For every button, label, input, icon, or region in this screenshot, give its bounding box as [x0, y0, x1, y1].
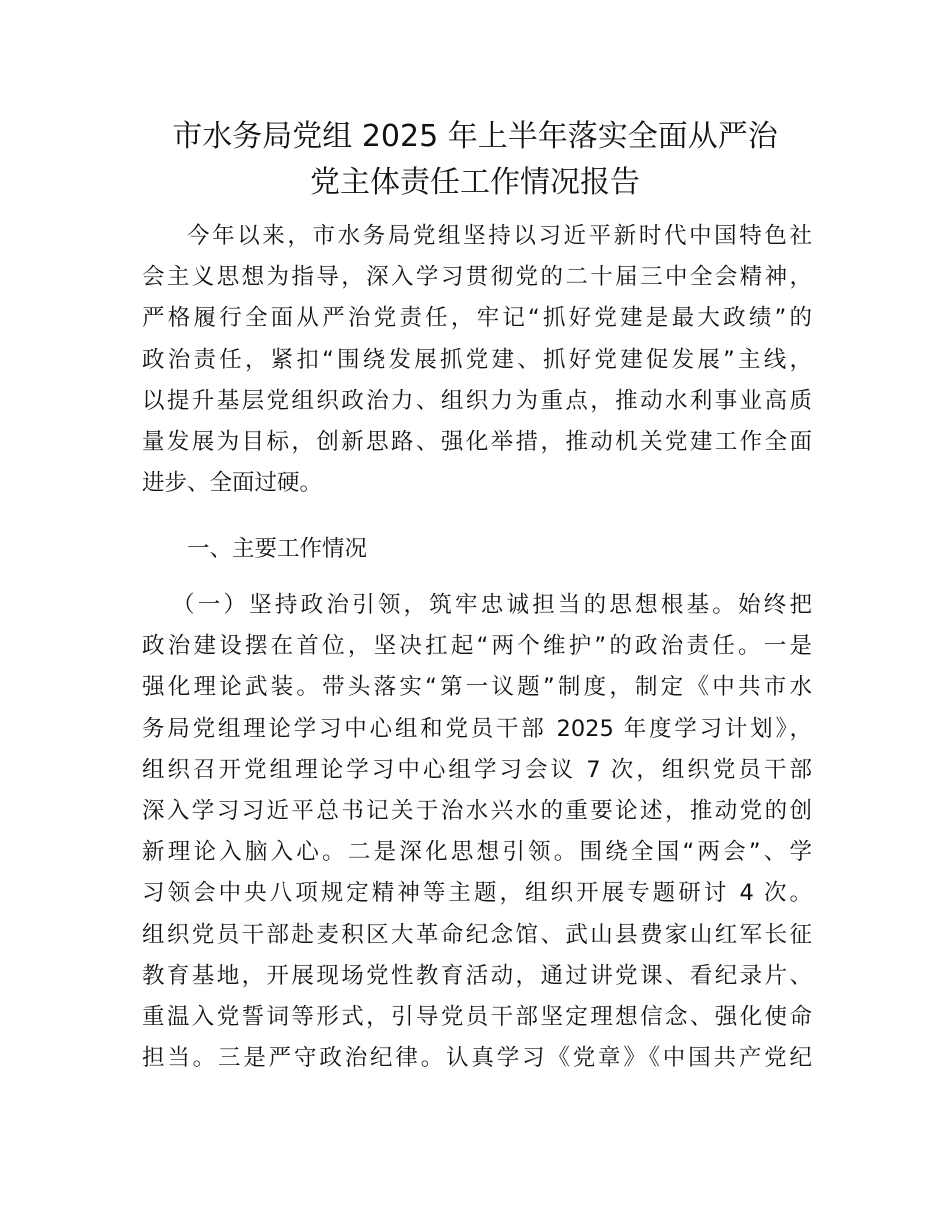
section-heading: 一、主要工作情况	[187, 536, 368, 562]
paragraph-line: 以提升基层党组织政治力、组织力为重点，推动水利事业高质	[142, 387, 812, 414]
paragraph-line: 教育基地，开展现场党性教育活动，通过讲党课、看纪录片、	[142, 962, 812, 989]
paragraph-line: 今年以来，市水务局党组坚持以习近平新时代中国特色社	[187, 223, 812, 249]
paragraph-line: 组织党员干部赴麦积区大革命纪念馆、武山县费家山红军长征	[142, 921, 812, 948]
paragraph-line: 政治建设摆在首位，坚决扛起“两个维护”的政治责任。一是	[142, 633, 812, 660]
paragraph-line: 强化理论武装。带头落实“第一议题”制度，制定《中共市水	[142, 674, 812, 701]
paragraph-line: （一）坚持政治引领，筑牢忠诚担当的思想根基。始终把	[172, 592, 812, 618]
document-title-line-1: 市水务局党组 2025 年上半年落实全面从严治	[172, 119, 778, 154]
paragraph-line: 严格履行全面从严治党责任，牢记“抓好党建是最大政绩”的	[142, 305, 812, 332]
paragraph-line: 政治责任，紧扣“围绕发展抓党建、抓好党建促发展”主线，	[142, 346, 812, 373]
paragraph-line: 务局党组理论学习中心组和党员干部 2025 年度学习计划》，	[142, 715, 812, 742]
paragraph-line: 会主义思想为指导，深入学习贯彻党的二十届三中全会精神，	[142, 264, 812, 291]
paragraph-line: 组织召开党组理论学习中心组学习会议 7 次，组织党员干部	[142, 756, 812, 783]
paragraph-line: 新理论入脑入心。二是深化思想引领。围绕全国“两会”、学	[142, 839, 812, 866]
paragraph-line: 担当。三是严守政治纪律。认真学习《党章》《中国共产党纪	[142, 1045, 812, 1072]
paragraph-line: 重温入党誓词等形式，引导党员干部坚定理想信念、强化使命	[142, 1004, 812, 1031]
paragraph-line: 量发展为目标，创新思路、强化举措，推动机关党建工作全面	[142, 429, 812, 456]
paragraph-intro	[142, 216, 812, 504]
paragraph-line: 进步、全面过硬。	[142, 470, 323, 497]
paragraph-line: 习领会中央八项规定精神等主题，组织开展专题研讨 4 次。	[142, 880, 812, 907]
paragraph-line: 深入学习习近平总书记关于治水兴水的重要论述，推动党的创	[142, 798, 812, 825]
paragraph-section-1	[142, 585, 812, 1079]
document-title-line-2: 党主体责任工作情况报告	[310, 165, 640, 200]
